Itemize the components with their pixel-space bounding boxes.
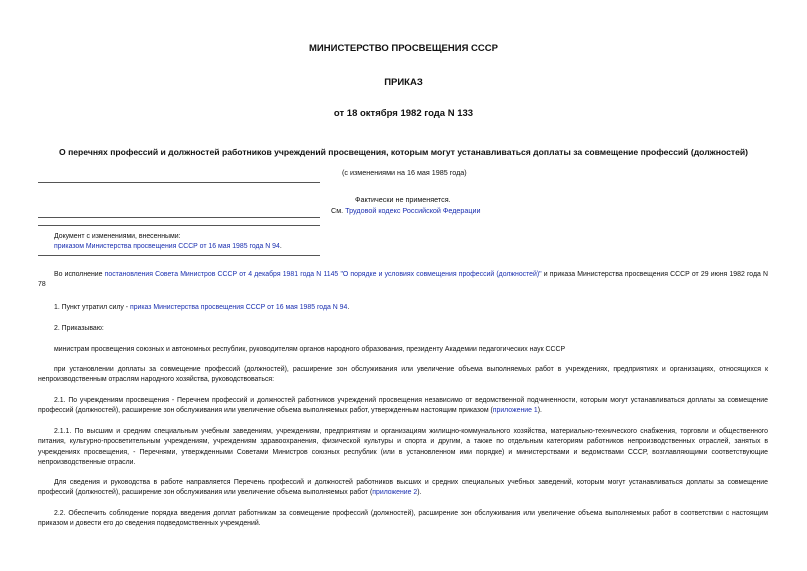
ministry-heading: МИНИСТЕРСТВО ПРОСВЕЩЕНИЯ СССР bbox=[309, 43, 498, 54]
amendments-label: Документ с изменениями, внесенными: bbox=[54, 233, 181, 240]
appendix-2-link[interactable]: приложение 2 bbox=[372, 489, 418, 497]
preamble-prefix: Во исполнение bbox=[54, 271, 105, 278]
preamble-suffix: и приказа Министерства просвещения СССР от 29 июня 1982 года N 78 bbox=[38, 271, 768, 289]
addressees-paragraph: министрам просвещения союзных и автономных республик, руководителям органов народного образования, президенту Академии педагогических наук СССР bbox=[54, 346, 566, 353]
edition-note: (с изменениями на 16 мая 1985 года) bbox=[342, 168, 467, 177]
date-number-heading: от 18 октября 1982 года N 133 bbox=[333, 108, 474, 119]
status-text: Фактически не применяется. bbox=[355, 195, 451, 204]
item-2-1-paragraph bbox=[38, 396, 768, 417]
council-resolution-link[interactable]: постановления Совета Министров СССР от 4 декабря 1981 года N 1145 "О порядке и условиях совмещения профессий (должностей)" bbox=[104, 271, 542, 278]
info-paragraph bbox=[38, 478, 768, 499]
item-1-prefix: 1. Пункт утратил силу - bbox=[54, 304, 130, 311]
item-1-suffix: . bbox=[347, 304, 350, 311]
see-prefix: См. bbox=[331, 206, 346, 215]
info-text: Для сведения и руководства в работе направляется Перечень профессий и должностей работников высших и средних специальных учебных заведений, которым могут устанавливаться доплаты за совмещение профессий (должностей), расширение зон обслуживания или увеличение объема выполняемых работ ( bbox=[38, 479, 768, 497]
preamble-paragraph bbox=[38, 270, 768, 291]
intro-paragraph: при установлении доплаты за совмещение профессий (должностей), расширение зон обслуживания или увеличение объема выполняемых работ в учреждениях, предприятиях и организациях, относящихся к непроизводственным отраслям народного хозяйства, руководствоваться: bbox=[38, 366, 768, 384]
divider bbox=[38, 182, 320, 183]
divider bbox=[38, 217, 320, 218]
item-2-2-paragraph: 2.2. Обеспечить соблюдение порядка введения доплат работникам за совмещение профессий (должностей), расширение зон обслуживания или увеличение объема выполняемых работ в соответствии с настоящим приказом и довести его до сведения подведомственных учреждений. bbox=[38, 510, 768, 528]
item-2-1-text: 2.1. По учреждениям просвещения - Перечнем профессий и должностей работников учреждений просвещения независимо от ведомственной подчиненности, которым могут устанавливаться доплаты за совмещение профессий (должностей), расширение зон обслуживания или увеличение объема выполняемых работ, утвержденным настоящим приказом ( bbox=[38, 397, 768, 415]
divider bbox=[38, 255, 320, 256]
item-1-order-link[interactable]: приказ Министерства просвещения СССР от 16 мая 1985 года N 94 bbox=[129, 304, 348, 311]
appendix-1-link[interactable]: приложение 1 bbox=[492, 407, 538, 415]
see-also bbox=[331, 206, 481, 215]
item-1-paragraph bbox=[38, 303, 768, 313]
page-title: О перечнях профессий и должностей работников учреждений просвещения, которым могут устанавливаться доплаты за совмещение профессий (должностей) bbox=[59, 147, 748, 157]
amendment-suffix: . bbox=[279, 243, 282, 250]
item-2-heading: 2. Приказываю: bbox=[54, 325, 104, 332]
labor-code-link[interactable]: Трудовой кодекс Российской Федерации bbox=[345, 206, 481, 215]
info-suffix: ). bbox=[417, 489, 422, 497]
amendments-note bbox=[54, 232, 354, 252]
divider bbox=[38, 225, 320, 226]
item-2-1-suffix: ). bbox=[537, 407, 542, 415]
amendment-order-link[interactable]: приказом Министерства просвещения СССР от 16 мая 1985 года N 94 bbox=[54, 243, 280, 250]
doc-type-heading: ПРИКАЗ bbox=[384, 77, 423, 88]
item-2-1-1-paragraph: 2.1.1. По высшим и средним специальным учебным заведениям, учреждениям, предприятиям и организациям жилищно-коммунального хозяйства, материально-технического снабжения, торговли и общественного питания, культурно-просветительным учреждениям, учреждениям здравоохранения, физической культуры и спорта и другим, а также по отдельным категориям работников непроизводственных отраслей, занятых в учреждениях просвещения, - Перечнями, утвержденными Советами Министров союзных республик (или в установленном ими порядке) и министерствами и ведомствами СССР, возглавляющими соответствующие непроизводственные отрасли. bbox=[38, 428, 768, 466]
